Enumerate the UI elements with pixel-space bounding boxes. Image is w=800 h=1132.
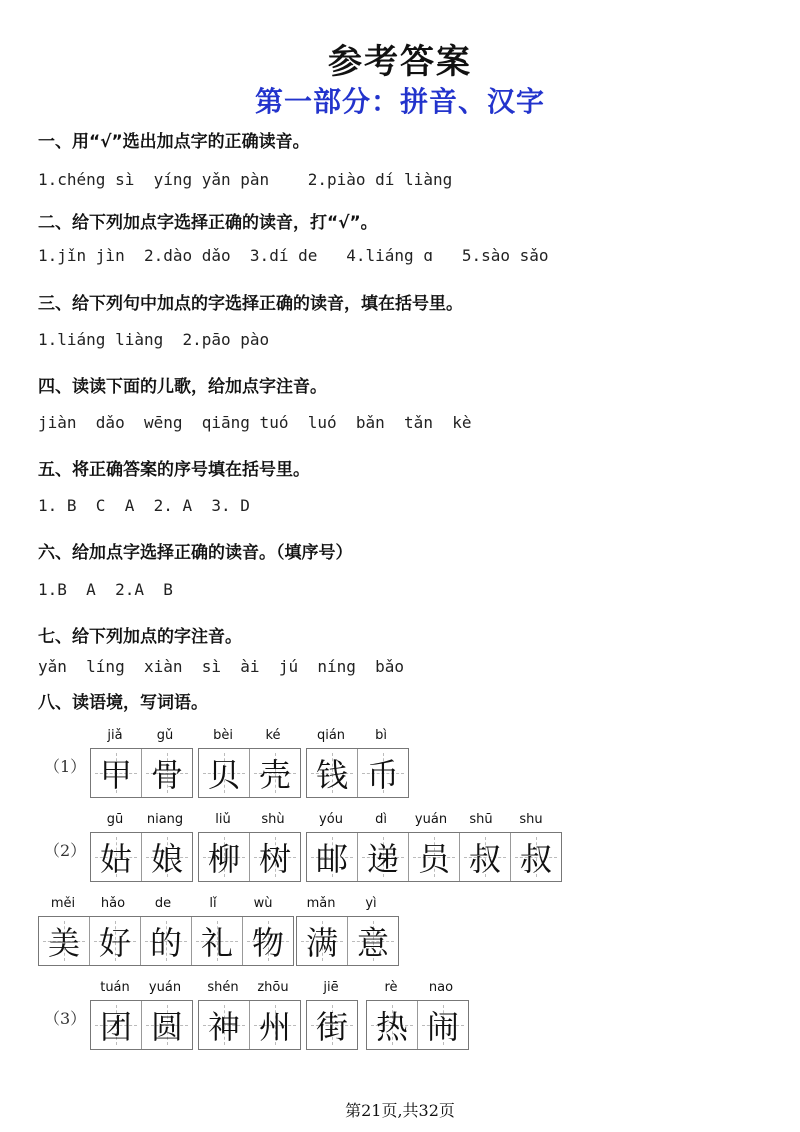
pinyin-label: jiǎ: [107, 728, 123, 743]
pinyin-label: niang: [146, 812, 184, 827]
answer-line: 1.jǐn jìn 2.dào dǎo 3.dí de 4.liáng ɑ 5.sào sǎo: [38, 246, 549, 265]
character: 甲: [99, 756, 132, 794]
character-grid: [198, 832, 301, 882]
character-cell: [140, 917, 191, 965]
word-group: [306, 980, 358, 1050]
pinyin-label: yóu: [319, 812, 343, 827]
character-grid: [90, 748, 193, 798]
answer-line: yǎn líng xiàn sì ài jú níng bǎo: [38, 657, 405, 676]
character: 钱: [315, 756, 348, 794]
character-grid: [306, 748, 409, 798]
character: 满: [305, 924, 338, 962]
word-group: [306, 812, 562, 882]
character: 姑: [99, 840, 132, 878]
character-cell: [510, 833, 561, 881]
word-group: [198, 812, 301, 882]
character: 叔: [519, 840, 552, 878]
character-grid: [90, 1000, 193, 1050]
character: 礼: [200, 924, 233, 962]
pinyin-label: jiē: [323, 980, 339, 995]
character-cell: [297, 917, 347, 965]
character-cell: [199, 833, 249, 881]
character-cell: [89, 917, 140, 965]
character: 叔: [468, 840, 501, 878]
character-cell: [367, 1001, 417, 1049]
character: 的: [149, 924, 182, 962]
pinyin-label: shù: [261, 812, 285, 827]
character: 物: [251, 924, 284, 962]
pinyin-label: gǔ: [156, 728, 174, 743]
question-heading: 五、将正确答案的序号填在括号里。: [38, 460, 310, 480]
character-grid: [366, 1000, 469, 1050]
character-grid: [296, 916, 399, 966]
character-cell: [408, 833, 459, 881]
pinyin-label: bèi: [213, 728, 233, 743]
character: 圆: [150, 1008, 183, 1046]
character-cell: [199, 1001, 249, 1049]
pinyin-label: lǐ: [209, 896, 217, 911]
answer-line: 1.liáng liàng 2.pāo pào: [38, 330, 270, 349]
pinyin-label: nao: [428, 980, 454, 995]
pinyin-label: měi: [50, 896, 76, 911]
row-label: （2）: [44, 841, 87, 860]
answer-line: 1.B A 2.A B: [38, 580, 173, 599]
pinyin-label: shén: [207, 980, 239, 995]
character-cell: [357, 833, 408, 881]
page-title: 参考答案: [328, 42, 472, 82]
answer-line: 1.chéng sì yíng yǎn pàn 2.piào dí liàng: [38, 170, 453, 189]
character-grid: [38, 916, 294, 966]
character-grid: [306, 832, 562, 882]
pinyin-label: shū: [469, 812, 493, 827]
question-heading: 八、读语境，写词语。: [38, 693, 208, 713]
character: 热: [375, 1008, 408, 1046]
word-group: [296, 896, 399, 966]
character: 贝: [207, 756, 240, 794]
pinyin-label: bì: [375, 728, 387, 743]
pinyin-label: mǎn: [306, 896, 336, 911]
character-cell: [459, 833, 510, 881]
question-heading: 四、读读下面的儿歌，给加点字注音。: [38, 377, 327, 397]
character: 娘: [150, 840, 183, 878]
question-heading: 七、给下列加点的字注音。: [38, 627, 242, 647]
page-number: 第21页,共32页: [345, 1101, 455, 1120]
character-cell: [242, 917, 293, 965]
question-heading: 二、给下列加点字选择正确的读音，打“√”。: [38, 213, 378, 233]
row-label: （3）: [44, 1009, 87, 1028]
character-cell: [39, 917, 89, 965]
character: 神: [207, 1008, 240, 1046]
character-cell: [307, 749, 357, 797]
character-cell: [357, 749, 408, 797]
pinyin-label: tuán: [100, 980, 130, 995]
word-group: [90, 980, 193, 1050]
word-group: [198, 980, 301, 1050]
character-cell: [91, 833, 141, 881]
row-label: （1）: [44, 757, 87, 776]
character: 递: [366, 840, 399, 878]
character-grid: [306, 1000, 358, 1050]
character-cell: [141, 749, 192, 797]
character-cell: [417, 1001, 468, 1049]
character: 意: [356, 924, 389, 962]
pinyin-label: yuán: [414, 812, 448, 827]
word-group: [366, 980, 469, 1050]
answer-line: 1. B C A 2. A 3. D: [38, 496, 250, 515]
question-heading: 三、给下列句中加点的字选择正确的读音，填在括号里。: [38, 294, 463, 314]
pinyin-label: wù: [253, 896, 273, 911]
character: 闹: [426, 1008, 459, 1046]
character: 树: [258, 840, 291, 878]
pinyin-label: yuán: [148, 980, 182, 995]
character-grid: [198, 748, 301, 798]
pinyin-label: hǎo: [100, 896, 126, 911]
character-cell: [91, 749, 141, 797]
word-group: [306, 728, 409, 798]
pinyin-label: de: [154, 896, 172, 911]
character-cell: [307, 833, 357, 881]
section-subtitle: 第一部分：拼音、汉字: [254, 85, 545, 118]
pinyin-label: qián: [316, 728, 346, 743]
word-group: [198, 728, 301, 798]
word-group: [38, 896, 294, 966]
character: 街: [315, 1008, 348, 1046]
character: 壳: [258, 756, 291, 794]
pinyin-label: liǔ: [215, 812, 231, 827]
character: 团: [99, 1008, 132, 1046]
pinyin-label: rè: [384, 980, 398, 995]
character: 邮: [315, 840, 348, 878]
character: 员: [417, 840, 450, 878]
pinyin-label: dì: [375, 812, 387, 827]
character-cell: [307, 1001, 357, 1049]
character: 柳: [207, 840, 240, 878]
character-cell: [141, 833, 192, 881]
character-cell: [141, 1001, 192, 1049]
character-cell: [249, 1001, 300, 1049]
word-group: [90, 728, 193, 798]
character-cell: [249, 833, 300, 881]
character-cell: [347, 917, 398, 965]
character: 币: [366, 756, 399, 794]
character: 好: [98, 924, 131, 962]
character-grid: [198, 1000, 301, 1050]
answer-line: jiàn dǎo wēng qiāng tuó luó bǎn tǎn kè: [38, 413, 472, 432]
character-cell: [191, 917, 242, 965]
character: 骨: [150, 756, 183, 794]
pinyin-label: ké: [265, 728, 281, 743]
pinyin-label: yì: [365, 896, 377, 911]
pinyin-label: zhōu: [257, 980, 289, 995]
pinyin-label: gū: [106, 812, 124, 827]
pinyin-label: shu: [519, 812, 543, 827]
character-cell: [199, 749, 249, 797]
question-heading: 一、用“√”选出加点字的正确读音。: [38, 132, 310, 152]
character: 州: [258, 1008, 291, 1046]
character-cell: [91, 1001, 141, 1049]
character-grid: [90, 832, 193, 882]
question-heading: 六、给加点字选择正确的读音。（填序号）: [38, 543, 353, 563]
character: 美: [47, 924, 80, 962]
word-group: [90, 812, 193, 882]
character-cell: [249, 749, 300, 797]
